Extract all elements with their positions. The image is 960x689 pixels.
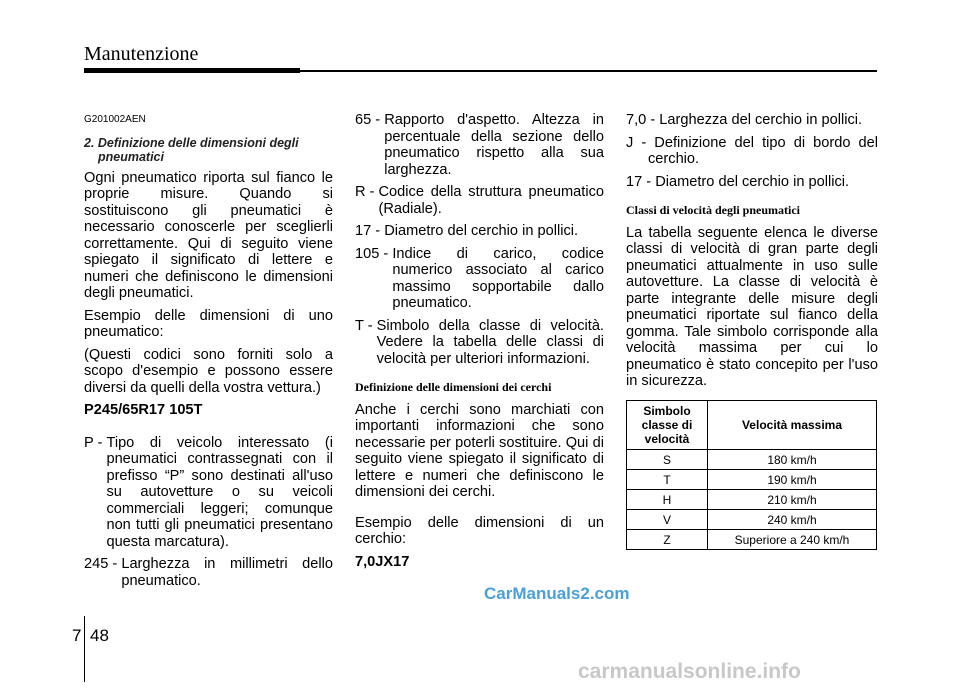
rim-definition-item: J - Definizione del tipo di bordo del cerchio. (626, 134, 878, 167)
definition-key: 105 - (355, 245, 393, 262)
column-header-max-speed: Velocità massima (708, 401, 877, 450)
rim-definition-item: 17 - Diametro del cerchio in pollici. (626, 173, 850, 190)
table-row (627, 490, 877, 510)
definition-key: P - (84, 434, 107, 451)
speed-class-table (626, 400, 877, 550)
page-number-value: 48 (90, 626, 109, 645)
column-1 (84, 112, 333, 595)
definition-item (84, 435, 333, 551)
page-number-divider (84, 616, 85, 682)
definition-text: Diametro del cerchio in pollici. (384, 223, 579, 239)
example-intro: Esempio delle dimensioni di uno pneumatico: (84, 307, 333, 340)
table-row (627, 530, 877, 550)
definition-text: Larghezza in millimetri dello pneumatico. (121, 556, 333, 589)
definition-text: Simbolo della classe di velocità. Vedere la tabella delle classi di velocità per ulteriori informazioni. (376, 317, 604, 367)
definition-text: Tipo di veicolo interessato (i pneumatici contrassegnati con il prefisso “P” sono destinati all'uso su autovetture o su veicoli commerciali leggeri; comunque non tutti gli pneumatici presentano questa marcatura). (106, 434, 333, 550)
speed-symbol-cell: Z (627, 530, 708, 550)
section-code: G201002AEN (84, 114, 146, 125)
table-header-row (627, 401, 877, 450)
rim-paragraph: Anche i cerchi sono marchiati con importanti informazioni che sono necessarie per poterli sostituire. Qui di seguito viene spiegato il significato di lettere e numeri che definiscono le dimensioni dei cerchi. (355, 401, 604, 500)
definition-item (355, 112, 604, 178)
rim-example-intro: Esempio delle dimensioni di un cerchio: (355, 514, 604, 547)
max-speed-cell: 240 km/h (708, 510, 877, 530)
speed-symbol-cell: S (627, 450, 708, 470)
watermark-bottom: carmanualsonline.info (578, 660, 801, 683)
definition-key: 65 - (355, 112, 385, 128)
tire-size-example: P245/65R17 105T (84, 402, 203, 418)
definition-text: Indice di carico, codice numerico associato al carico massimo sopportabile dallo pneumatico. (392, 245, 604, 311)
max-speed-cell: 210 km/h (708, 490, 877, 510)
header-rule-thick (84, 68, 300, 73)
table-row (627, 450, 877, 470)
speed-paragraph: La tabella seguente elenca le diverse classi di velocità di gran parte degli pneumatici attualmente in uso sulle autovetture. La classe di velocità è parte integrante delle misure degli pneumatici riportate sul fianco della gomma. Tale simbolo corrisponde alla velocità massima per cui lo pneumatico è stato concepito per l'uso in sicurezza. (626, 224, 878, 389)
header-rule-thin (300, 70, 877, 72)
watermark-link[interactable]: CarManuals2.com (484, 584, 630, 603)
column-3 (626, 112, 878, 396)
definition-item (355, 184, 604, 217)
section-subheading: 2. Definizione delle dimensioni degli pneumatici (84, 135, 299, 164)
rim-heading: Definizione delle dimensioni dei cerchi (355, 380, 552, 394)
speed-heading: Classi di velocità degli pneumatici (626, 203, 800, 217)
page-header-title: Manutenzione (84, 43, 199, 65)
column-2 (355, 112, 604, 586)
example-note: (Questi codici sono forniti solo a scopo d'esempio e possono essere diversi da quelli della vostra vettura.) (84, 346, 333, 396)
max-speed-cell: 180 km/h (708, 450, 877, 470)
table-row (627, 510, 877, 530)
column-header-symbol: Simbolo classe di velocità (627, 401, 708, 450)
definition-text: Codice della struttura pneumatico (Radiale). (378, 184, 604, 217)
speed-symbol-cell: T (627, 470, 708, 490)
definition-item (355, 223, 604, 240)
definition-item (355, 246, 604, 312)
max-speed-cell: Superiore a 240 km/h (708, 530, 877, 550)
max-speed-cell: 190 km/h (708, 470, 877, 490)
speed-symbol-cell: V (627, 510, 708, 530)
rim-definition-item: 7,0 - Larghezza del cerchio in pollici. (626, 112, 863, 128)
definition-key: 17 - (355, 223, 385, 239)
definition-key: R - (355, 184, 379, 200)
intro-paragraph: Ogni pneumatico riporta sul fianco le proprie misure. Quando si sostituiscono gli pneumatici è necessario conoscerle per sceglierli correttamente. Qui di seguito viene spiegato il significato di lettere e numeri che definiscono le dimensioni degli pneumatici. (84, 169, 333, 301)
definition-item (84, 556, 333, 589)
definition-key: T - (355, 317, 377, 334)
table-row (627, 470, 877, 490)
definition-key: 245 - (84, 556, 122, 572)
section-number: 7 (72, 626, 82, 645)
speed-symbol-cell: H (627, 490, 708, 510)
definition-item (355, 318, 604, 368)
definition-text: Rapporto d'aspetto. Altezza in percentuale della sezione dello pneumatico rispetto alla sua larghezza. (384, 112, 604, 178)
rim-size-example: 7,0JX17 (355, 553, 410, 570)
